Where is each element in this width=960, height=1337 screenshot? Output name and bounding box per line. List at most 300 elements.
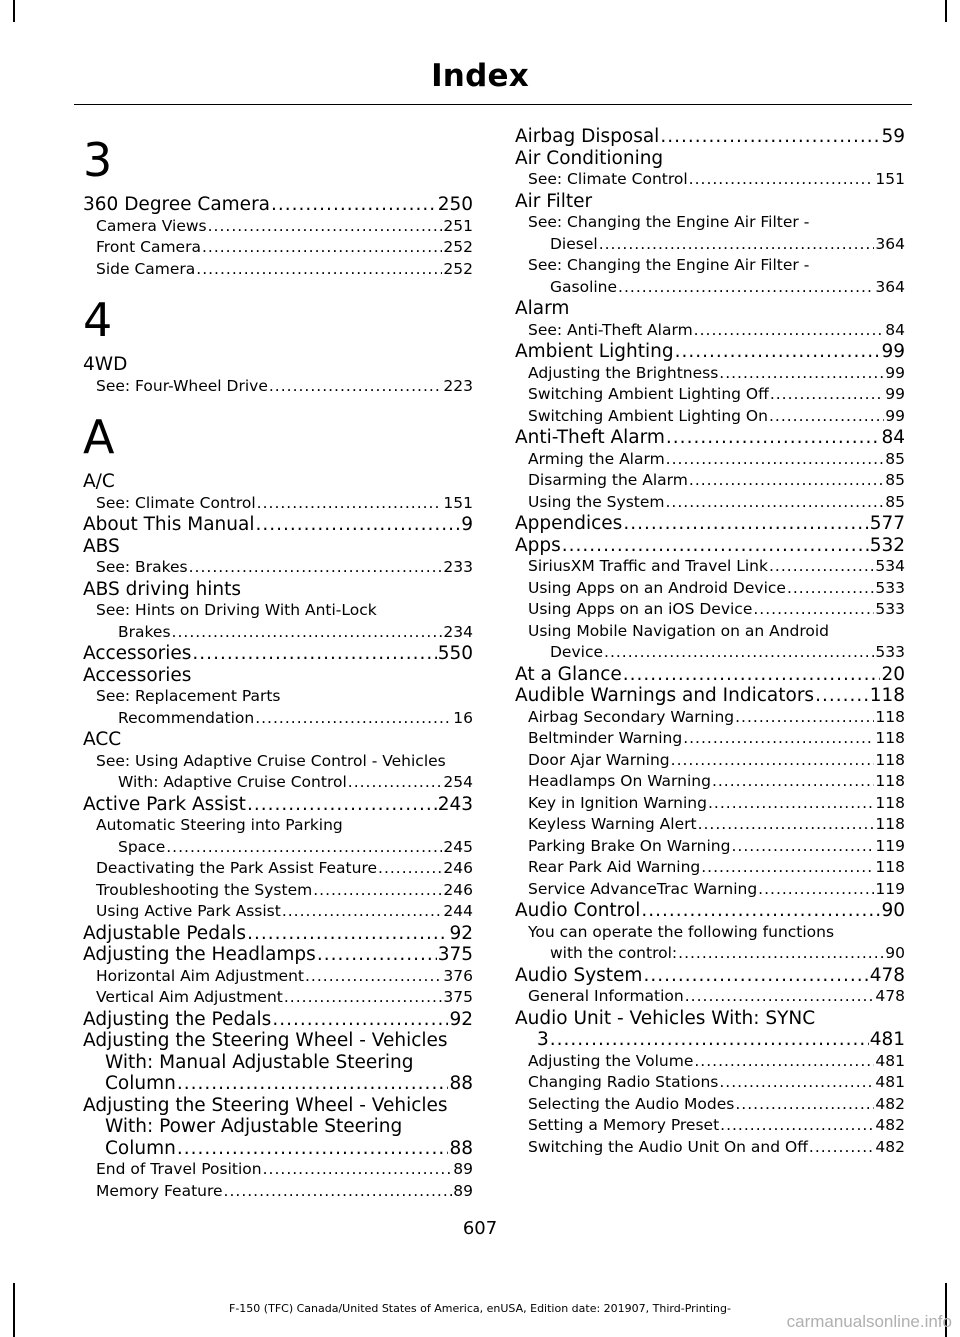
entry-text: With: Manual Adjustable Steering [105, 1051, 414, 1073]
page-ref: 118 [875, 858, 905, 876]
entry-text: General Information [528, 987, 684, 1005]
index-entry[interactable] [83, 1095, 473, 1160]
index-entry[interactable] [515, 427, 905, 449]
page-ref: 88 [449, 1073, 473, 1094]
watermark: carmanualsonline.info [786, 1312, 952, 1331]
leader-dots [317, 944, 437, 966]
entry-text: See: Brakes [96, 558, 188, 576]
page-ref: 482 [875, 1137, 905, 1156]
section-letter: A [83, 410, 115, 464]
index-subentry[interactable] [515, 578, 905, 600]
section-letter: 3 [83, 133, 113, 187]
leader-dots [753, 599, 874, 621]
entry-text: 360 Degree Camera [83, 194, 271, 215]
leader-dots [623, 664, 881, 686]
index-subentry[interactable] [515, 986, 905, 1008]
leader-dots [224, 1181, 453, 1203]
page-ref: 99 [881, 341, 905, 362]
page-number: 607 [462, 1218, 498, 1239]
leader-dots [712, 771, 874, 793]
index-subentry[interactable] [515, 363, 905, 385]
page-ref: 250 [437, 194, 473, 215]
page-ref: 59 [881, 126, 905, 147]
index-entry[interactable] [83, 579, 473, 601]
leader-dots [189, 557, 443, 579]
leader-dots [257, 493, 443, 515]
page-ref: 84 [881, 427, 905, 448]
page-ref: 243 [437, 793, 473, 815]
entry-text: Service AdvanceTrac Warning [528, 879, 758, 898]
entry-text: with the control: [550, 944, 678, 962]
entry-text: Apps [515, 534, 561, 556]
leader-dots [378, 858, 442, 880]
leader-dots [348, 772, 443, 794]
entry-text: ABS driving hints [83, 578, 242, 600]
index-subentry[interactable] [515, 406, 905, 428]
entry-text: See: Anti-Theft Alarm [528, 320, 693, 339]
index-entry[interactable] [515, 191, 905, 213]
page-ref: 533 [875, 600, 905, 618]
page-ref: 99 [885, 363, 905, 382]
index-subentry[interactable] [83, 557, 473, 579]
leader-dots [196, 259, 442, 281]
leader-dots [305, 966, 442, 988]
leader-dots [769, 406, 884, 428]
page-ref: 92 [449, 922, 473, 944]
index-entry[interactable] [83, 194, 473, 216]
leader-dots [683, 728, 874, 750]
entry-text: Alarm [515, 298, 570, 319]
entry-text: Deactivating the Park Assist Feature [96, 859, 378, 877]
leader-dots [815, 685, 869, 707]
page-ref: 119 [875, 836, 905, 855]
crop-mark-top-right [945, 0, 947, 22]
page-ref: 246 [443, 859, 473, 877]
entry-text: A/C [83, 471, 115, 492]
page-ref: 119 [875, 879, 905, 898]
entry-text: Diesel [550, 234, 598, 253]
entry-text: Using Mobile Navigation on an Android [528, 621, 830, 640]
entry-text: See: Hints on Driving With Anti-Lock [96, 601, 377, 619]
leader-dots [641, 900, 880, 922]
leader-dots [666, 449, 885, 471]
leader-dots [269, 376, 443, 398]
entry-text: Anti-Theft Alarm [515, 427, 665, 448]
page-ref: 151 [875, 170, 905, 188]
page-ref: 375 [437, 944, 473, 965]
index-entry[interactable] [83, 665, 473, 687]
leader-dots [247, 794, 437, 816]
entry-text: Air Conditioning [515, 147, 664, 169]
page-ref: 244 [443, 902, 473, 920]
leader-dots [678, 943, 884, 965]
leader-dots [282, 901, 443, 923]
index-subentry[interactable] [515, 836, 905, 858]
leader-dots [166, 837, 442, 859]
entry-text: Audible Warnings and Indicators [515, 685, 815, 706]
entry-text: Adjustable Pedals [83, 922, 247, 944]
entry-text: Accessories [83, 643, 192, 664]
page-ref: 84 [885, 320, 905, 339]
index-subentry[interactable] [83, 858, 473, 880]
page-ref: 16 [453, 708, 473, 727]
page-ref: 481 [875, 1051, 905, 1070]
index-subentry[interactable] [515, 621, 905, 664]
index-subentry[interactable] [515, 771, 905, 793]
index-entry[interactable] [83, 536, 473, 558]
leader-dots [666, 427, 881, 449]
index-subentry[interactable] [515, 728, 905, 750]
page-ref: 20 [881, 663, 905, 685]
edition-footer: F-150 (TFC) Canada/United States of America, enUSA, Edition date: 201907, Third-Printing- [229, 1302, 731, 1315]
index-entry[interactable] [515, 126, 905, 148]
entry-text: You can operate the following functions [528, 922, 835, 941]
entry-text: Using Apps on an iOS Device [528, 600, 753, 618]
leader-dots [758, 879, 874, 901]
page-ref: 233 [443, 558, 473, 576]
index-subentry[interactable] [515, 470, 905, 492]
entry-text: 3 [537, 1029, 549, 1050]
page-ref: 85 [885, 471, 905, 489]
leader-dots [694, 1051, 874, 1073]
entry-text: Airbag Disposal [515, 126, 660, 147]
index-subentry[interactable] [515, 814, 905, 836]
page-ref: 577 [869, 513, 905, 534]
entry-text: Recommendation [118, 708, 255, 727]
leader-dots [698, 814, 875, 836]
entry-text: See: Changing the Engine Air Filter - [528, 256, 810, 274]
entry-text: Vertical Aim Adjustment [96, 988, 283, 1006]
index-subentry[interactable] [515, 750, 905, 772]
entry-text: See: Climate Control [96, 493, 256, 512]
leader-dots [720, 1115, 874, 1137]
leader-dots [272, 1009, 448, 1031]
index-subentry[interactable] [515, 556, 905, 578]
entry-text: Switching Ambient Lighting On [528, 406, 768, 425]
index-entry[interactable] [515, 148, 905, 170]
page-ref: 534 [875, 557, 905, 575]
entry-text: Adjusting the Pedals [83, 1008, 272, 1030]
page-ref: 478 [875, 987, 905, 1005]
entry-text: Using Apps on an Android Device [528, 578, 786, 597]
index-entry[interactable] [515, 513, 905, 535]
entry-text: Airbag Secondary Warning [528, 707, 735, 726]
leader-dots [256, 514, 461, 536]
entry-text: Air Filter [515, 190, 593, 212]
index-subentry[interactable] [83, 493, 473, 515]
index-subentry[interactable] [83, 259, 473, 281]
entry-text: Troubleshooting the System [96, 880, 313, 899]
page-ref: 118 [869, 685, 905, 706]
page-ref: 118 [875, 772, 905, 790]
index-entry[interactable] [83, 794, 473, 816]
page-ref: 92 [449, 1008, 473, 1030]
entry-text: Brakes [118, 622, 171, 641]
page-ref: 118 [875, 707, 905, 726]
entry-text: Memory Feature [96, 1181, 223, 1200]
index-entry[interactable] [83, 471, 473, 493]
entry-text: At a Glance [515, 663, 622, 685]
index-subentry[interactable] [83, 751, 473, 794]
index-subentry[interactable] [83, 1181, 473, 1203]
entry-text: See: Four-Wheel Drive [96, 376, 268, 395]
index-entry[interactable] [83, 729, 473, 751]
index-entry[interactable] [83, 1009, 473, 1031]
page-ref: 251 [443, 216, 473, 235]
entry-text: Column [105, 1073, 176, 1094]
entry-text: Beltminder Warning [528, 729, 683, 747]
page-ref: 252 [443, 238, 473, 256]
leader-dots [770, 384, 884, 406]
index-subentry[interactable] [83, 376, 473, 398]
leader-dots [731, 836, 874, 858]
leader-dots [271, 194, 437, 216]
crop-mark-top-left [13, 0, 15, 22]
index-entry[interactable] [83, 354, 473, 376]
entry-text: Audio Unit - Vehicles With: SYNC [515, 1007, 816, 1029]
entry-text: Switching Ambient Lighting Off [528, 385, 769, 403]
leader-dots [660, 126, 880, 148]
page-ref: 481 [869, 1029, 905, 1050]
entry-text: About This Manual [83, 514, 255, 535]
title-divider [74, 104, 912, 105]
entry-text: Adjusting the Steering Wheel - Vehicles [83, 1030, 448, 1051]
leader-dots [665, 492, 884, 514]
leader-dots [689, 169, 875, 191]
entry-text: With: Adaptive Cruise Control [118, 773, 347, 791]
entry-text: Audio System [515, 964, 643, 986]
page-ref: 234 [443, 622, 473, 641]
index-entry[interactable] [515, 1008, 905, 1051]
leader-dots [284, 987, 443, 1009]
page-ref: 118 [875, 750, 905, 769]
entry-text: Using Active Park Assist [96, 902, 281, 920]
entry-text: See: Climate Control [528, 170, 688, 188]
index-subentry[interactable] [515, 255, 905, 298]
entry-text: Column [105, 1137, 176, 1159]
entry-text: Switching the Audio Unit On and Off [528, 1137, 808, 1156]
page-ref: 254 [443, 773, 473, 791]
index-subentry[interactable] [515, 1137, 905, 1159]
index-subentry[interactable] [83, 901, 473, 923]
index-subentry[interactable] [83, 966, 473, 988]
entry-text: Key in Ignition Warning [528, 793, 707, 812]
entry-text: Arming the Alarm [528, 449, 665, 468]
entry-text: Horizontal Aim Adjustment [96, 966, 304, 985]
leader-dots [192, 643, 436, 665]
entry-text: Rear Park Aid Warning [528, 858, 701, 876]
page-ref: 364 [875, 277, 905, 296]
index-subentry[interactable] [515, 599, 905, 621]
index-subentry[interactable] [515, 707, 905, 729]
index-subentry[interactable] [83, 987, 473, 1009]
index-subentry[interactable] [515, 1094, 905, 1116]
index-column-left [83, 126, 473, 1202]
index-subentry[interactable] [83, 686, 473, 729]
entry-text: ACC [83, 729, 122, 750]
page-ref: 151 [443, 493, 473, 512]
leader-dots [708, 793, 874, 815]
entry-text: Adjusting the Headlamps [83, 944, 316, 965]
entry-text: See: Using Adaptive Cruise Control - Vehicles [96, 751, 446, 770]
leader-dots [719, 363, 884, 385]
leader-dots [735, 707, 874, 729]
entry-text: Adjusting the Brightness [528, 363, 719, 382]
index-subentry[interactable] [515, 879, 905, 901]
entry-text: Disarming the Alarm [528, 471, 688, 489]
leader-dots [562, 535, 869, 557]
leader-dots [263, 1159, 453, 1181]
entry-text: Accessories [83, 664, 192, 686]
page-ref: 118 [875, 815, 905, 833]
index-entry[interactable] [515, 535, 905, 557]
index-subentry[interactable] [83, 600, 473, 643]
entry-text: SiriusXM Traffic and Travel Link [528, 557, 768, 575]
entry-text: Adjusting the Volume [528, 1051, 694, 1070]
entry-text: Device [550, 643, 604, 661]
leader-dots [172, 622, 443, 644]
index-subentry[interactable] [515, 1051, 905, 1073]
leader-dots [689, 470, 884, 492]
leader-dots [550, 1029, 869, 1051]
entry-text: Adjusting the Steering Wheel - Vehicles [83, 1094, 448, 1116]
entry-text: See: Replacement Parts [96, 687, 281, 705]
page-ref: 99 [885, 406, 905, 425]
index-entry[interactable] [515, 664, 905, 686]
index-subentry[interactable] [83, 216, 473, 238]
entry-text: Ambient Lighting [515, 341, 674, 362]
page-ref: 532 [869, 534, 905, 556]
entry-text: Headlamps On Warning [528, 772, 711, 790]
page-ref: 85 [885, 449, 905, 468]
index-entry[interactable] [515, 965, 905, 987]
page-title: Index [431, 58, 529, 94]
page-ref: 550 [437, 643, 473, 664]
entry-text: With: Power Adjustable Steering [105, 1116, 403, 1137]
page-ref: 376 [443, 966, 473, 985]
entry-text: ABS [83, 535, 120, 557]
index-entry[interactable] [83, 923, 473, 945]
index-subentry[interactable] [515, 857, 905, 879]
page-ref: 252 [443, 259, 473, 278]
index-subentry[interactable] [83, 880, 473, 902]
entry-text: Automatic Steering into Parking [96, 816, 343, 834]
page-ref: 478 [869, 964, 905, 986]
entry-text: Door Ajar Warning [528, 750, 670, 769]
leader-dots [671, 750, 875, 772]
leader-dots [604, 642, 874, 664]
page-ref: 364 [875, 234, 905, 253]
leader-dots [787, 578, 874, 600]
index-subentry[interactable] [515, 384, 905, 406]
page-ref: 118 [875, 729, 905, 747]
leader-dots [599, 234, 875, 256]
entry-text: Side Camera [96, 259, 196, 278]
index-entry[interactable] [515, 341, 905, 363]
leader-dots [255, 708, 452, 730]
page-ref: 533 [875, 578, 905, 597]
page-ref: 85 [885, 492, 905, 511]
page-ref: 89 [453, 1181, 473, 1200]
entry-text: Active Park Assist [83, 793, 246, 815]
entry-text: Audio Control [515, 900, 641, 921]
leader-dots [202, 237, 442, 259]
entry-text: Camera Views [96, 216, 207, 235]
leader-dots [809, 1137, 875, 1159]
index-entry[interactable] [515, 900, 905, 922]
leader-dots [208, 216, 443, 238]
page-ref: 88 [449, 1137, 473, 1159]
index-subentry[interactable] [515, 492, 905, 514]
page-ref: 482 [875, 1116, 905, 1134]
index-entry[interactable] [83, 514, 473, 536]
leader-dots [675, 341, 881, 363]
page-ref: 9 [461, 514, 473, 535]
index-subentry[interactable] [83, 237, 473, 259]
index-subentry[interactable] [515, 793, 905, 815]
index-subentry[interactable] [515, 212, 905, 255]
page-ref: 223 [443, 376, 473, 395]
entry-text: Parking Brake On Warning [528, 836, 731, 855]
index-subentry[interactable] [515, 169, 905, 191]
leader-dots [643, 965, 868, 987]
leader-dots [618, 277, 874, 299]
entry-text: Setting a Memory Preset [528, 1116, 720, 1134]
index-subentry[interactable] [515, 449, 905, 471]
leader-dots [694, 320, 885, 342]
page-ref: 118 [875, 793, 905, 812]
entry-text: Front Camera [96, 238, 201, 256]
leader-dots [623, 513, 868, 535]
page-ref: 90 [885, 944, 905, 962]
index-entry[interactable] [83, 1030, 473, 1095]
page-ref: 375 [443, 988, 473, 1006]
page-ref: 245 [443, 837, 473, 856]
section-letter: 4 [83, 293, 113, 347]
leader-dots [769, 556, 874, 578]
entry-text: 4WD [83, 354, 128, 375]
entry-text: Space [118, 837, 166, 856]
index-entry[interactable] [83, 643, 473, 665]
page-ref: 246 [443, 880, 473, 899]
index-entry[interactable] [83, 944, 473, 966]
index-entry[interactable] [515, 298, 905, 320]
index-subentry[interactable] [83, 1159, 473, 1181]
index-subentry[interactable] [515, 1115, 905, 1137]
leader-dots [735, 1094, 874, 1116]
leader-dots [177, 1073, 449, 1095]
leader-dots [719, 1072, 874, 1094]
entry-text: Selecting the Audio Modes [528, 1094, 735, 1113]
page-ref: 481 [875, 1073, 905, 1091]
index-subentry[interactable] [515, 320, 905, 342]
index-entry[interactable] [515, 685, 905, 707]
index-subentry[interactable] [515, 922, 905, 965]
page-ref: 482 [875, 1094, 905, 1113]
leader-dots [177, 1138, 449, 1160]
entry-text: Gasoline [550, 277, 618, 296]
entry-text: Using the System [528, 492, 665, 511]
page-ref: 90 [881, 900, 905, 921]
entry-text: Keyless Warning Alert [528, 815, 697, 833]
index-subentry[interactable] [515, 1072, 905, 1094]
entry-text: Appendices [515, 513, 623, 534]
entry-text: See: Changing the Engine Air Filter - [528, 213, 810, 231]
index-column-right [515, 126, 905, 1158]
leader-dots [313, 880, 442, 902]
index-subentry[interactable] [83, 815, 473, 858]
page-ref: 89 [453, 1160, 473, 1178]
